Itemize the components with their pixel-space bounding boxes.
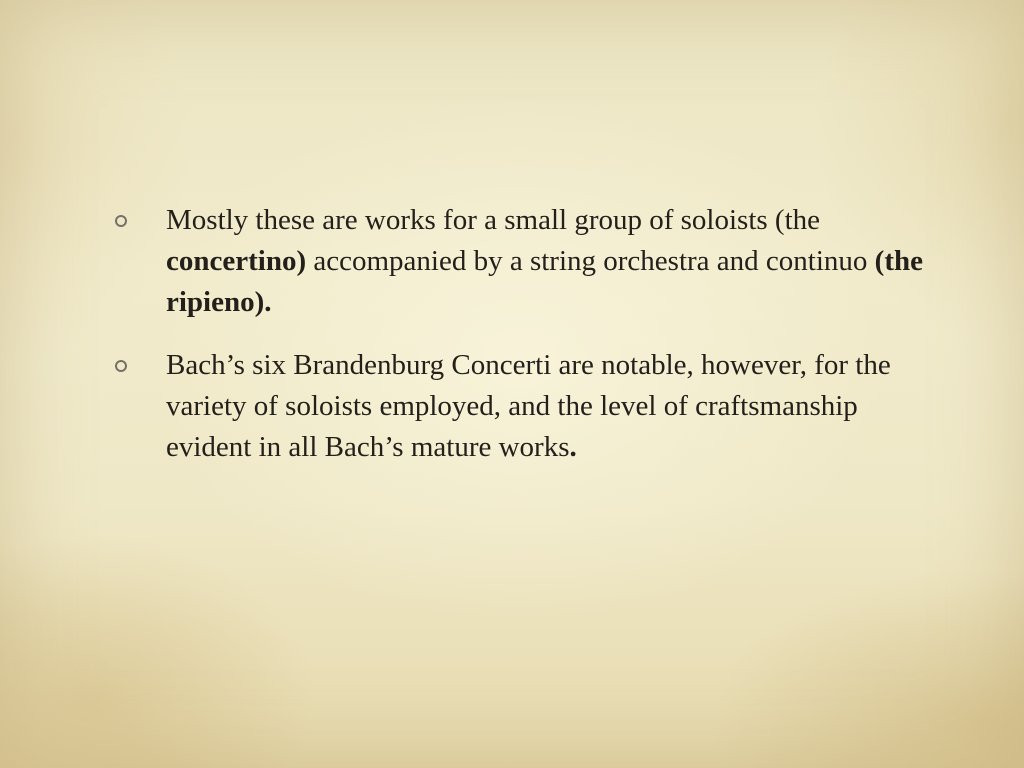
bullet-2-bold-period: . [569, 431, 577, 463]
bullet-item-2 [112, 345, 932, 468]
bullet-1-bold-ripieno: (the ripieno). [166, 245, 923, 318]
bullet-1-text-part-2: accompanied by a string orchestra and continuo [306, 245, 875, 277]
bullet-text-2 [166, 345, 932, 468]
hollow-circle-bullet-icon [115, 360, 127, 372]
bullet-2-text-part-1: Bach’s six Brandenburg Concerti are notable, however, for the variety of soloists employed, and the level of craftsmanship evident in all Bach’s mature works [166, 349, 891, 463]
hollow-circle-bullet-icon [115, 215, 127, 227]
bullet-1-bold-concertino: concertino) [166, 245, 307, 277]
bullet-text-1 [166, 200, 932, 323]
bullet-item-1 [112, 200, 932, 323]
bullet-1-text-part-1: Mostly these are works for a small group of soloists (the [166, 204, 821, 236]
bullet-list [112, 200, 932, 490]
